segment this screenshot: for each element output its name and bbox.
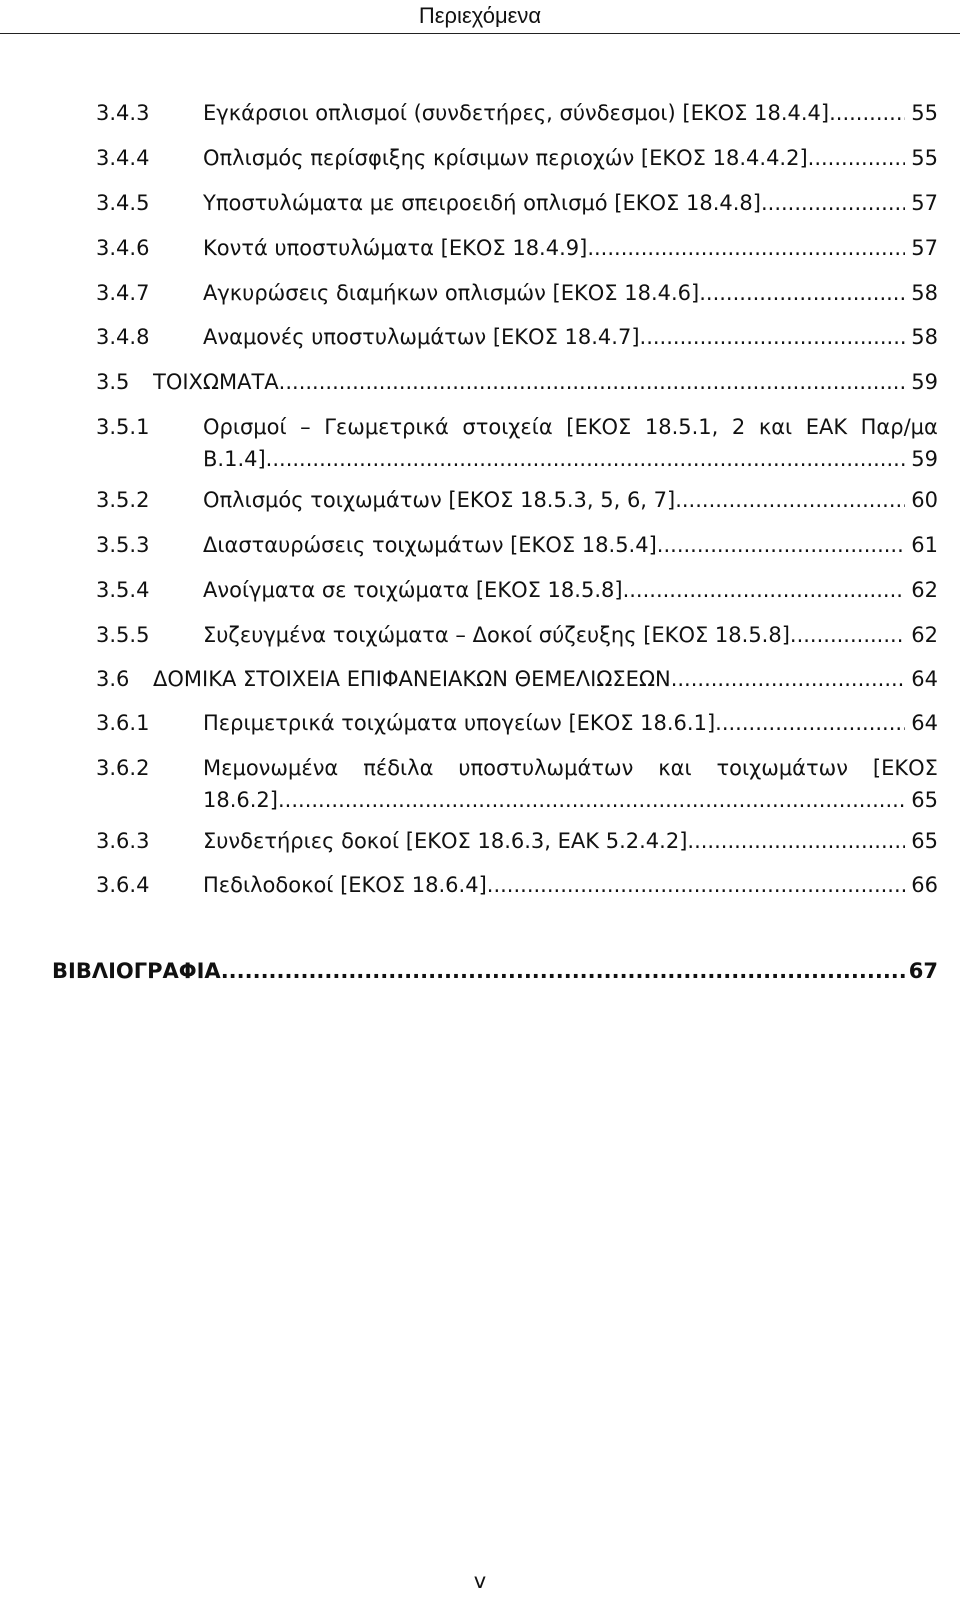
title-word: 18.5.1, [644,415,719,439]
toc-entry-page: 59 [911,447,938,471]
title-word: Γεωμετρικά [324,415,449,439]
toc-entry-line [203,233,938,263]
toc-entry[interactable] [0,708,960,738]
leader-dots [221,956,905,986]
title-word: Μεμονωμένα [203,756,339,780]
toc-entry[interactable] [0,98,960,128]
toc-entry-title: Εγκάρσιοι οπλισμοί (συνδετήρες, σύνδεσμοι) [ΕΚΟΣ 18.4.4] [203,101,830,125]
toc-entry-title: Συζευγμένα τοιχώματα – Δοκοί σύζευξης [ΕΚΟΣ 18.5.8] [203,623,790,647]
toc-entry-line [203,870,938,900]
toc-entry-number: 3.4.7 [96,281,150,305]
toc-entry-number: 3.4.6 [96,236,150,260]
title-word: και [658,756,692,780]
leader-dots [829,98,905,128]
toc-entry-number: 3.5.5 [96,623,150,647]
title-word: – [300,415,311,439]
bibliography-page: 67 [908,959,938,983]
title-word: [ΕΚΟΣ [872,756,938,780]
toc-entry-page: 66 [911,873,938,897]
toc-entry-page: 62 [911,623,938,647]
toc-entry-line [203,143,938,173]
page-header-title: Περιεχόμενα [418,3,542,28]
toc-entry-page: 64 [911,667,938,691]
toc-entry-number: 3.6.3 [96,829,150,853]
toc-entry[interactable] [0,753,960,828]
toc-entry-line [203,444,938,474]
toc-entry[interactable] [0,322,960,352]
toc-entry-title: 18.6.2] [203,788,278,812]
toc-entry-number: 3.4.5 [96,191,150,215]
leader-dots [266,444,906,474]
toc-entry-page: 64 [911,711,938,735]
toc-entry-title: Κοντά υποστυλώματα [ΕΚΟΣ 18.4.9] [203,236,588,260]
toc-entry-line [203,188,938,218]
toc-entry-title: ΤΟΙΧΩΜΑΤΑ [153,370,279,394]
leader-dots [640,322,906,352]
leader-dots [278,785,905,815]
toc-entry-line [203,826,938,856]
toc-entry-line [203,575,938,605]
toc-entry-number: 3.5 [96,370,130,394]
toc-entry-title: Αναμονές υποστυλωμάτων [ΕΚΟΣ 18.4.7] [203,325,640,349]
toc-entry-page: 65 [911,788,938,812]
toc-entry-page: 61 [911,533,938,557]
leader-dots [487,870,905,900]
leader-dots [675,485,905,515]
toc-entry[interactable] [0,575,960,605]
toc-entry-title: Οπλισμός τοιχωμάτων [ΕΚΟΣ 18.5.3, 5, 6, 7] [203,488,676,512]
toc-entry[interactable] [0,870,960,900]
toc-entry-title-line1 [203,412,938,442]
toc-entry-page: 57 [911,236,938,260]
toc-entry[interactable] [0,485,960,515]
toc-entry-title-line1 [203,753,938,783]
toc-entry[interactable] [0,412,960,487]
toc-entry-line [153,367,938,397]
toc-entry-page: 55 [911,146,938,170]
toc-entry-title: Υποστυλώματα με σπειροειδή οπλισμό [ΕΚΟΣ 18.4.8] [203,191,761,215]
toc-entry-line [203,620,938,650]
toc-entry-number: 3.6.2 [96,756,150,780]
toc-entry-title: Συνδετήριες δοκοί [ΕΚΟΣ 18.6.3, ΕΑΚ 5.2.4.2] [203,829,688,853]
title-word: τοιχωμάτων [716,756,848,780]
toc-entry-line [203,98,938,128]
toc-entry-number: 3.5.1 [96,415,150,439]
title-word: πέδιλα [363,756,434,780]
toc-entry-number: 3.6.1 [96,711,150,735]
leader-dots [761,188,905,218]
toc-entry-title: Β.1.4] [203,447,266,471]
toc-entry[interactable] [0,530,960,560]
toc-entry[interactable] [0,620,960,650]
leader-dots [808,143,906,173]
title-word: [ΕΚΟΣ [566,415,632,439]
toc-entry[interactable] [0,188,960,218]
header-divider [0,33,960,34]
toc-entry-page: 58 [911,325,938,349]
toc-entry-line [203,485,938,515]
toc-entry-page: 57 [911,191,938,215]
leader-dots [657,530,905,560]
toc-entry[interactable] [0,367,960,397]
toc-entry-number: 3.5.2 [96,488,150,512]
leader-dots [671,664,906,694]
toc-entry-number: 3.5.3 [96,533,150,557]
toc-entry-number: 3.4.4 [96,146,150,170]
toc-entry-title: Περιμετρικά τοιχώματα υπογείων [ΕΚΟΣ 18.6.1] [203,711,716,735]
toc-entry-line [203,708,938,738]
toc-entry-number: 3.6 [96,667,130,691]
toc-entry-number: 3.6.4 [96,873,150,897]
toc-entry-line [203,278,938,308]
toc-entry-bibliography[interactable] [52,956,938,986]
leader-dots [279,367,906,397]
toc-entry-number: 3.4.3 [96,101,150,125]
toc-entry-title: Πεδιλοδοκοί [ΕΚΟΣ 18.6.4] [203,873,487,897]
leader-dots [587,233,905,263]
toc-entry[interactable] [0,278,960,308]
toc-entry-page: 58 [911,281,938,305]
toc-entry-title: Αγκυρώσεις διαμήκων οπλισμών [ΕΚΟΣ 18.4.6] [203,281,700,305]
toc-entry-title: ΔΟΜΙΚΑ ΣΤΟΙΧΕΙΑ ΕΠΙΦΑΝΕΙΑΚΩΝ ΘΕΜΕΛΙΩΣΕΩΝ [153,667,671,691]
toc-entry-line [153,664,938,694]
title-word: και [758,415,793,439]
toc-entry[interactable] [0,233,960,263]
toc-entry-line [203,530,938,560]
toc-entry[interactable] [0,826,960,856]
leader-dots [715,708,905,738]
toc-entry-line [203,785,938,815]
toc-entry-number: 3.4.8 [96,325,150,349]
toc-entry-title: Ανοίγματα σε τοιχώματα [ΕΚΟΣ 18.5.8] [203,578,623,602]
title-word: 2 [731,415,746,439]
leader-dots [699,278,905,308]
leader-dots [790,620,905,650]
toc-entry-page: 55 [911,101,938,125]
toc-entry[interactable] [0,143,960,173]
toc-entry-title: Οπλισμός περίσφιξης κρίσιμων περιοχών [ΕΚΟΣ 18.4.4.2] [203,146,808,170]
title-word: στοιχεία [462,415,553,439]
leader-dots [623,575,906,605]
toc-entry-page: 60 [911,488,938,512]
toc-entry-page: 62 [911,578,938,602]
leader-dots [687,826,905,856]
page-number-footer: v [473,1569,487,1593]
bibliography-title: ΒΙΒΛΙΟΓΡΑΦΙΑ [52,959,221,983]
toc-entry[interactable] [0,664,960,694]
title-word: Παρ/μα [860,415,938,439]
toc-entry-page: 59 [911,370,938,394]
toc-entry-page: 65 [911,829,938,853]
toc-entry-line [203,322,938,352]
toc-entry-number: 3.5.4 [96,578,150,602]
title-word: ΕΑΚ [805,415,848,439]
toc-entry-title: Διασταυρώσεις τοιχωμάτων [ΕΚΟΣ 18.5.4] [203,533,657,557]
title-word: υποστυλωμάτων [458,756,634,780]
title-word: Ορισμοί [203,415,287,439]
